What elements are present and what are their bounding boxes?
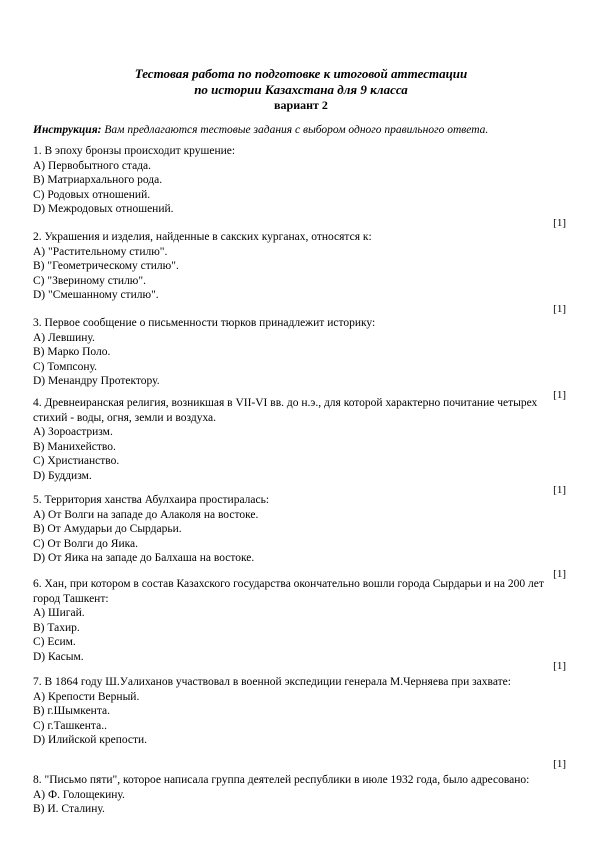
question-text: 3. Первое сообщение о письменности тюрков принадлежит историку: bbox=[33, 317, 376, 329]
instruction-text: Вам предлагаются тестовые задания с выбором одного правильного ответа. bbox=[101, 124, 489, 136]
instruction bbox=[33, 123, 573, 137]
question-4 bbox=[33, 396, 563, 484]
answer-option-c: C) От Волги до Яика. bbox=[33, 537, 139, 550]
score-mark: [1] bbox=[553, 484, 566, 496]
answer-option-c: C) Христианство. bbox=[33, 455, 120, 468]
document-title: Тестовая работа по подготовке к итоговой аттестации bbox=[134, 66, 468, 81]
question-text: 7. В 1864 году Ш.Уалиханов участвовал в военной экспедиции генерала М.Черняева при захвате: bbox=[33, 676, 511, 688]
answer-option-d: D) Менандру Протектору. bbox=[33, 375, 160, 388]
question-5 bbox=[33, 493, 563, 566]
question-6 bbox=[33, 577, 563, 665]
answer-option-b: B) И. Сталину. bbox=[33, 803, 105, 816]
answer-option-c: C) "Звериному стилю". bbox=[33, 274, 146, 287]
question-text: 1. В эпоху бронзы происходит крушение: bbox=[33, 145, 236, 157]
question-text: 5. Территория ханства Абулхаира простиралась: bbox=[33, 494, 270, 506]
question-3 bbox=[33, 316, 563, 389]
score-mark: [1] bbox=[553, 568, 566, 580]
question-text: 2. Украшения и изделия, найденные в сакских курганах, относятся к: bbox=[33, 231, 372, 243]
score-mark: [1] bbox=[553, 758, 566, 770]
answer-option-a: A) Ф. Голощекину. bbox=[33, 788, 125, 801]
answer-option-a: A) Крепости Верный. bbox=[33, 690, 140, 703]
answer-option-c: C) Томпсону. bbox=[33, 360, 97, 373]
answer-option-d: D) Буддизм. bbox=[33, 469, 92, 482]
instruction-label: Инструкция: bbox=[33, 124, 102, 136]
answer-option-b: B) От Амударьи до Сырдарьи. bbox=[33, 523, 182, 536]
answer-option-a: A) "Растительному стилю". bbox=[33, 245, 168, 258]
score-mark: [1] bbox=[553, 389, 566, 401]
answer-option-c: C) г.Ташкента.. bbox=[33, 719, 107, 732]
question-text: 8. "Письмо пяти", которое написала группа деятелей республики в июле 1932 года, было адресовано: bbox=[33, 774, 530, 786]
question-2 bbox=[33, 230, 563, 303]
answer-option-a: A) От Волги на западе до Алаколя на востоке. bbox=[33, 508, 259, 521]
question-7 bbox=[33, 675, 563, 748]
answer-option-d: D) Илийской крепости. bbox=[33, 734, 148, 747]
answer-option-a: A) Зороастризм. bbox=[33, 426, 113, 439]
answer-option-b: B) Марко Поло. bbox=[33, 346, 111, 359]
answer-option-d: D) "Смешанному стилю". bbox=[33, 289, 159, 302]
answer-option-a: A) Шигай. bbox=[33, 607, 85, 620]
answer-option-b: B) Тахир. bbox=[33, 621, 80, 634]
score-mark: [1] bbox=[553, 660, 566, 672]
answer-option-c: C) Родовых отношений. bbox=[33, 188, 151, 201]
answer-option-b: B) Манихейство. bbox=[33, 440, 116, 453]
answer-option-d: D) От Яика на западе до Балхаша на востоке. bbox=[33, 552, 255, 565]
answer-option-b: B) "Геометрическому стилю". bbox=[33, 260, 179, 273]
question-text: 6. Хан, при котором в состав Казахского государства окончательно вошли города Сырдарьи и на 200 лет город Ташкент: bbox=[33, 578, 544, 605]
answer-option-a: A) Левшину. bbox=[33, 331, 95, 344]
question-8 bbox=[33, 773, 563, 817]
document-subtitle: по истории Казахстана для 9 класса bbox=[194, 82, 408, 97]
answer-option-b: B) г.Шымкента. bbox=[33, 705, 110, 718]
variant-label: вариант 2 bbox=[274, 98, 328, 112]
answer-option-d: D) Межродовых отношений. bbox=[33, 203, 174, 216]
answer-option-c: C) Есим. bbox=[33, 636, 76, 649]
question-text: 4. Древнеиранская религия, возникшая в VII-VI вв. до н.э., для которой характерно почитание четырех стихий - воды, огня, земли и воздуха. bbox=[33, 397, 538, 424]
score-mark: [1] bbox=[553, 303, 566, 315]
answer-option-b: B) Матриархального рода. bbox=[33, 174, 163, 187]
answer-option-d: D) Касым. bbox=[33, 650, 84, 663]
score-mark: [1] bbox=[553, 217, 566, 229]
question-1 bbox=[33, 144, 563, 217]
answer-option-a: A) Первобытного стада. bbox=[33, 159, 152, 172]
